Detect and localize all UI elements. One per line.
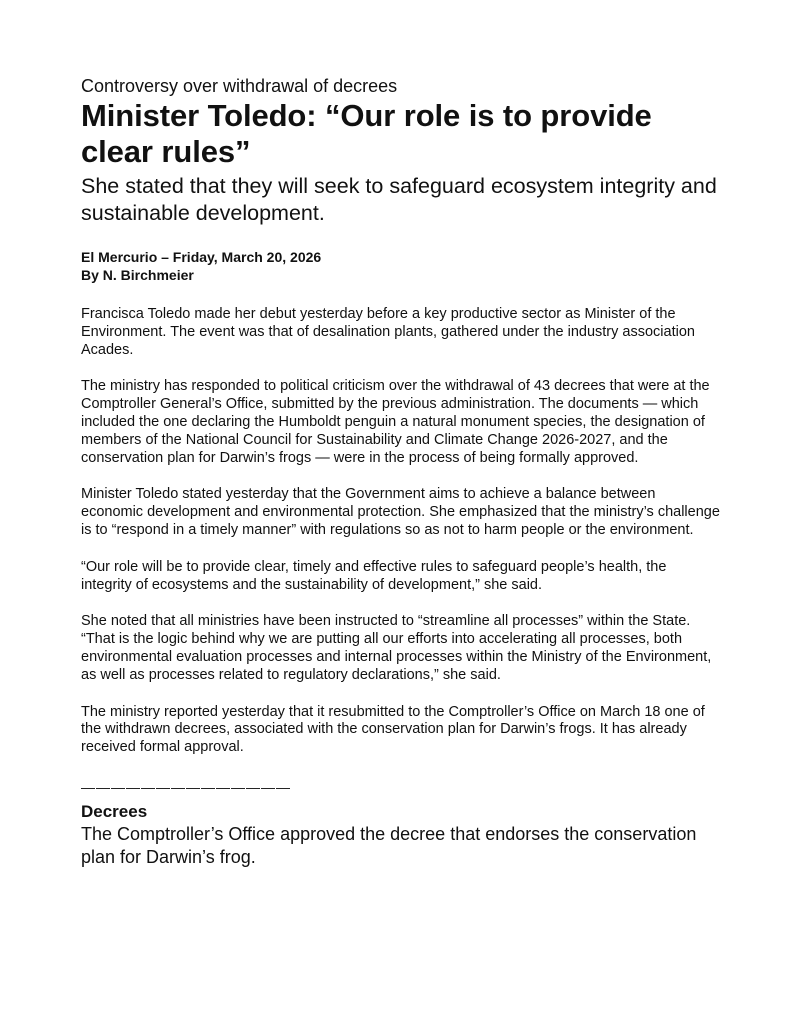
paragraph: Francisca Toledo made her debut yesterday before a key productive sector as Minister of the Environment. The event was that of desalination plants, gathered under the industry association Acades. [81, 306, 695, 358]
decrees-title: Decrees [81, 801, 148, 821]
article-subheadline: She stated that they will seek to safeguard ecosystem integrity and sustainable development. [81, 174, 717, 225]
paragraph: “Our role will be to provide clear, timely and effective rules to safeguard people’s health, the integrity of ecosystems and the sustainability of development,” she said. [81, 558, 667, 593]
decrees-text: The Comptroller’s Office approved the decree that endorses the conservation plan for Darwin’s frog. [81, 823, 697, 867]
article-body [81, 306, 721, 757]
paragraph: Minister Toledo stated yesterday that the Government aims to achieve a balance between economic development and environmental protection. She emphasized that the ministry’s challenge is to “respond in a timely manner” with regulations so as not to harm people or the environment. [81, 486, 720, 538]
article-headline: Minister Toledo: “Our role is to provide clear rules” [81, 98, 652, 169]
paragraph: She noted that all ministries have been instructed to “streamline all processes” within the State. “That is the logic behind why we are putting all our efforts into accelerating all processes, both environmental evaluation processes and internal processes within the Ministry of the Environment, as well as processes related to regulatory declarations,” she said. [81, 613, 712, 683]
source-date: El Mercurio – Friday, March 20, 2026 [81, 249, 322, 265]
article-page [81, 75, 721, 869]
paragraph: The ministry reported yesterday that it resubmitted to the Comptroller’s Office on March 18 one of the withdrawn decrees, associated with the conservation plan for Darwin’s frogs. It has already received formal approval. [81, 703, 705, 756]
section-divider: —————————————— [81, 778, 291, 795]
paragraph: The ministry has responded to political criticism over the withdrawal of 43 decrees that were at the Comptroller General’s Office, submitted by the previous administration. The documents — which included the one declaring the Humboldt penguin a natural monument species, the designation of members of the National Council for Sustainability and Climate Change 2026-2027, and the conservation plan for Darwin’s frogs — were in the process of being formally approved. [81, 378, 710, 466]
author: By N. Birchmeier [81, 267, 194, 283]
byline [81, 248, 721, 284]
article-kicker: Controversy over withdrawal of decrees [81, 76, 398, 96]
